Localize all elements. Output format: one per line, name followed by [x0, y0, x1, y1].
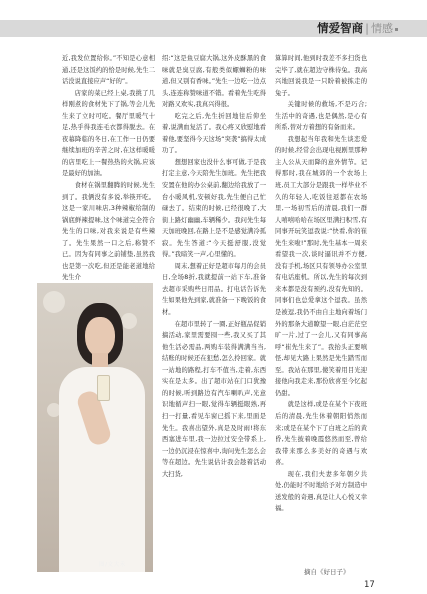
paragraph: 现在,我们夫妻多年朝夕共处,仍能时不时地给予对方制造中送发般的奇遇,真是让人心悦又幸福。	[275, 470, 367, 513]
paragraph: 吃完之后,先生折回地往后仰坐着,说满血复活了。我心疼又欣慰地看着他,要坚得今天这场“突袭”搞得太成功了。	[162, 112, 266, 155]
section-subtitle: 情感	[371, 22, 393, 35]
article-photo	[37, 283, 153, 572]
photo-credit: 图/文大禾	[99, 562, 126, 568]
section-separator: |	[365, 21, 369, 35]
header-dot-ornament	[395, 28, 398, 31]
photo-woman-face	[85, 317, 115, 357]
paragraph: 我想起当年我和先生谈恋爱的时候,经常会出现电视剧里那种主人公从天而降的意外情节。记得那时,我在城郊的一个农场上班,员工大部分是跟我一样毕业不久的年轻人,吃饭往返都在农场里,一场初雪后的清晨,我们一群人嘻嘻哈哈在场区里满扫积雪,有同事开玩笑逗我说:“快看,你的崔先生来啦!”那时,先生基本一周来看望我一次,谈时逼讯并不方便,没有手机,场区只有领导办公室里有电话座机。所以,先生的每次到来本都是没有预约,没有先知的。同事们也总爱拿这个逗我。虽然是被逗,我仍不由自主地向着场门外的那条大道瞭望一眼,白茫茫空旷一片,过了一会儿,又有同事高呼“崔先生来了”。我抬头正要嗔怪,却见大路上果然是先生踏雪而至。我站在那里,傻笑着用目光迎接他向我走来,那份欣喜至今忆起仍甜。	[275, 135, 367, 397]
paragraph: 关键时候的救场,不是巧合;生活中的奇遇,也是偶然,是心有所系,替对方着想的有备而来。	[275, 101, 367, 132]
paragraph: 周末,想着正好是超市每月的会员日,全场8折,我就提前一站下车,准备去超市采购些日用品。打电话告诉先生如果他先到家,就准备一下晚饭的食材。	[162, 262, 266, 317]
source-byline: 摘自《好日子》	[304, 568, 350, 576]
text-column-right	[275, 53, 367, 515]
paragraph: 绍:“这是鱼豆腐大锅,这外皮酥黑的食味就是臭豆腐,有般类似螺蛳粉的味道,但又别有香味。”先生一边吃一边点头,连连称赞味道不错。看着先生吃得对路又欢实,我真兴得很。	[162, 55, 266, 109]
paragraph: 近,我发位置给你。”不知是心意相通,还是这饭约的恰是时候,先生二话没说直接应声“好的”。	[62, 55, 155, 86]
photo-bokeh-light	[121, 313, 137, 329]
text-column-left	[62, 53, 155, 284]
paragraph: 就是这样,或是在某个下夜班后的清晨,先生休着朝阳悄然而来;或是在某个下了白班之后的黄昏,先生披着晚霞悠然而至,曾给我带来那么多美好的奇遇与欢喜。	[275, 401, 367, 467]
section-title	[317, 19, 398, 38]
paragraph: 店家的菜已经上桌,我挑了几样刚煮的食材先下了锅,等会儿先生来了立时可吃。餐厅里暖气十足,热乎得我连毛衣都得脱去。在夜幕降临的冬日,在工作一日仍要继续加班的辛苦之时,在这样暖暖的店里吃上一餐热热的火锅,应该是最好的加油。	[62, 89, 155, 178]
paragraph: 算算时间,他到时我差不多扫货也完毕了,就在超边守株待兔。我高兴地回说我是一只盼着被拣走的兔子。	[275, 55, 367, 97]
photo-bokeh-light	[43, 291, 65, 313]
page-number: 17	[364, 580, 375, 590]
paragraph: 想想回家也没什么事可做,于是我打定主意,今天陪先生加班。先生把我安置在他的办公桌前,翻边给我放了一台小暖风机,安顿好我,先生便自己忙碌去了。结束的时候,已经很晚了,大街上路灯幽幽,车辆稀少。我问先生每天加班晚回,在路上是不是感觉满冷孤寂。先生答道:“今天挺舒服,没觉得。”我暗笑一声,心里懂的。	[162, 158, 266, 259]
paragraph: 食材在锅里翻腾的时候,先生到了。我俩没有多说,举筷开吃。这是一家川味店,3种辣椒给制的锅底鲜辣提味,这个味道完全符合先生的口味,对我来说是有些辣了。先生果然一口之后,称赞不已。因为有同事之前铺垫,虽然我也是第一次吃,但还是能老道地给先生介	[62, 182, 155, 282]
section-title-main: 情爱智商	[317, 21, 364, 35]
text-column-middle	[162, 53, 266, 480]
photo-drink-glass	[97, 375, 110, 401]
page-header	[0, 0, 427, 42]
paragraph: 在超市里转了一圈,正好瓶品促销搞活动,家里需要囤一些,我又买了其他生活必需品,两购车装得满满当当,结账的时候还在犯愁,怎么拎回家。就一站地的路程,打车不值当,走着,东西实在是太多。出了超市站在门口犹豫的时候,听到路边有汽车喇叭声,光意识地循声扫一眼,觉得车辆挺眼熟,再扫一打量,看见车窗已摇下来,里面是先生。我喜出望外,真是及时雨!将东西塞进车里,我一边拉过安全带系上,一边仍沉浸在惊喜中,询问先生怎么会等在超边。先生说估计我会趁着活动大扫货,	[162, 320, 266, 478]
